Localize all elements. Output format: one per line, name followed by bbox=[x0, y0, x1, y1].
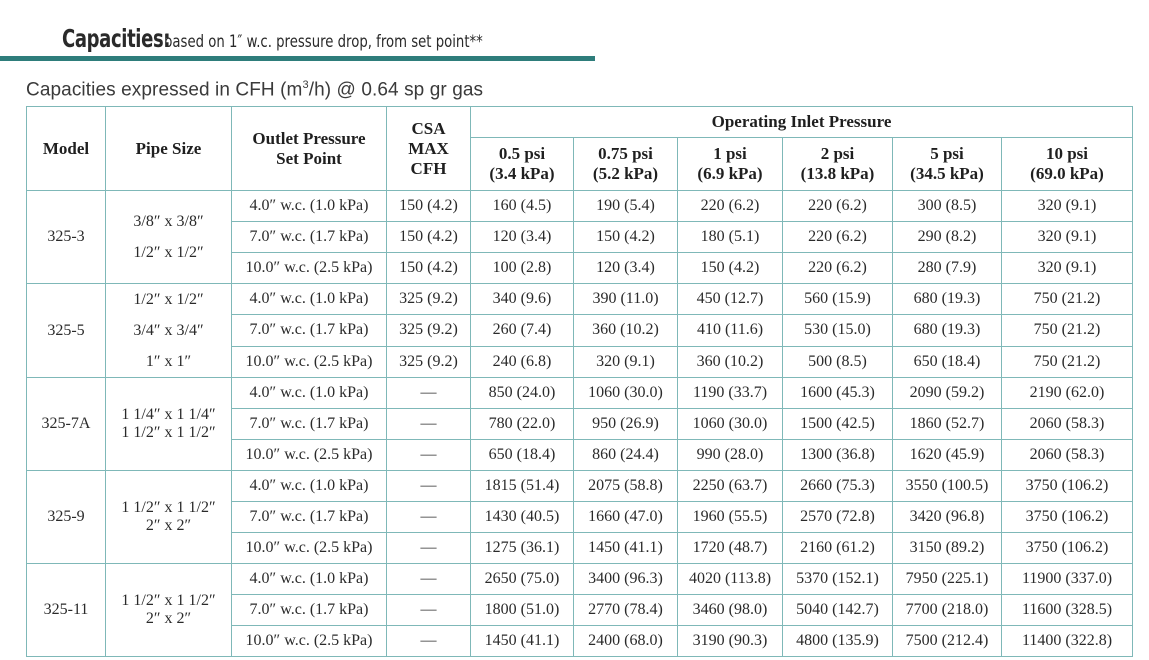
capacity-cell: 680 (19.3) bbox=[893, 315, 1002, 346]
pipe-size-cell bbox=[106, 471, 232, 564]
capacity-cell: 1500 (42.5) bbox=[783, 409, 893, 440]
capacity-cell: 3460 (98.0) bbox=[678, 595, 783, 626]
capacity-cell: 150 (4.2) bbox=[678, 253, 783, 284]
csa-max-cfh-cell: — bbox=[387, 378, 471, 409]
header-pressure-psi: 10 psi bbox=[1045, 144, 1089, 163]
capacity-cell: 11600 (328.5) bbox=[1002, 595, 1133, 626]
capacity-cell: 2060 (58.3) bbox=[1002, 440, 1133, 471]
capacity-cell: 860 (24.4) bbox=[574, 440, 678, 471]
capacity-cell: 1860 (52.7) bbox=[893, 409, 1002, 440]
set-point-cell: 10.0″ w.c. (2.5 kPa) bbox=[232, 346, 387, 377]
capacity-cell: 780 (22.0) bbox=[471, 409, 574, 440]
set-point-cell: 4.0″ w.c. (1.0 kPa) bbox=[232, 471, 387, 502]
pipe-size-value: 3/8″ x 3/8″ bbox=[133, 213, 204, 230]
header-pressure-kpa: (5.2 kPa) bbox=[592, 164, 659, 183]
capacity-cell: 650 (18.4) bbox=[893, 346, 1002, 377]
set-point-cell: 4.0″ w.c. (1.0 kPa) bbox=[232, 191, 387, 222]
header-csa-line3: CFH bbox=[410, 158, 447, 178]
capacity-cell: 2660 (75.3) bbox=[783, 471, 893, 502]
pipe-size-cell bbox=[106, 378, 232, 471]
capacity-cell: 220 (6.2) bbox=[678, 191, 783, 222]
pipe-size-value: 1″ x 1″ bbox=[145, 353, 192, 370]
capacity-cell: 1600 (45.3) bbox=[783, 378, 893, 409]
capacity-cell: 2400 (68.0) bbox=[574, 626, 678, 657]
csa-max-cfh-cell: — bbox=[387, 471, 471, 502]
capacity-cell: 2060 (58.3) bbox=[1002, 409, 1133, 440]
model-cell: 325-9 bbox=[27, 471, 106, 564]
capacity-cell: 3550 (100.5) bbox=[893, 471, 1002, 502]
capacity-cell: 2250 (63.7) bbox=[678, 471, 783, 502]
header-outlet-line1: Outlet Pressure bbox=[252, 128, 366, 148]
model-cell: 325-7A bbox=[27, 378, 106, 471]
pipe-size-value: 1 1/2″ x 1 1/2″ bbox=[121, 592, 216, 609]
page-heading bbox=[0, 22, 600, 62]
units-note-prefix: Capacities expressed in CFH (m bbox=[26, 79, 303, 101]
capacity-cell: 240 (6.8) bbox=[471, 346, 574, 377]
header-pressure-kpa: (34.5 kPa) bbox=[910, 164, 984, 183]
pipe-size-cell bbox=[106, 284, 232, 378]
capacity-cell: 4800 (135.9) bbox=[783, 626, 893, 657]
capacity-cell: 1450 (41.1) bbox=[574, 533, 678, 564]
capacity-cell: 7950 (225.1) bbox=[893, 564, 1002, 595]
capacity-cell: 160 (4.5) bbox=[471, 191, 574, 222]
capacity-cell: 990 (28.0) bbox=[678, 440, 783, 471]
pipe-size-value: 1 1/4″ x 1 1/4″ bbox=[121, 406, 216, 423]
pipe-size-value: 1/2″ x 1/2″ bbox=[133, 244, 204, 261]
capacity-cell: 220 (6.2) bbox=[783, 191, 893, 222]
pipe-size-value: 3/4″ x 3/4″ bbox=[133, 322, 204, 339]
table-row bbox=[27, 284, 1133, 315]
pipe-size-value: 1 1/2″ x 1 1/2″ bbox=[121, 499, 216, 516]
capacity-cell: 1450 (41.1) bbox=[471, 626, 574, 657]
capacity-cell: 3420 (96.8) bbox=[893, 502, 1002, 533]
capacity-cell: 1620 (45.9) bbox=[893, 440, 1002, 471]
pipe-size-value: 2″ x 2″ bbox=[145, 517, 192, 534]
table-row bbox=[27, 471, 1133, 502]
header-pressure-kpa: (6.9 kPa) bbox=[697, 164, 763, 183]
table-row bbox=[27, 191, 1133, 222]
capacity-cell: 1960 (55.5) bbox=[678, 502, 783, 533]
header-operating-inlet-pressure: Operating Inlet Pressure bbox=[471, 107, 1133, 138]
set-point-cell: 7.0″ w.c. (1.7 kPa) bbox=[232, 595, 387, 626]
set-point-cell: 7.0″ w.c. (1.7 kPa) bbox=[232, 502, 387, 533]
capacity-cell: 750 (21.2) bbox=[1002, 284, 1133, 315]
header-pipe-size: Pipe Size bbox=[106, 107, 232, 191]
header-pressure-kpa: (3.4 kPa) bbox=[489, 164, 555, 183]
header-csa-line2: MAX bbox=[408, 138, 449, 158]
table-row bbox=[27, 378, 1133, 409]
capacity-cell: 11400 (322.8) bbox=[1002, 626, 1133, 657]
set-point-cell: 4.0″ w.c. (1.0 kPa) bbox=[232, 564, 387, 595]
csa-max-cfh-cell: — bbox=[387, 502, 471, 533]
capacity-cell: 220 (6.2) bbox=[783, 253, 893, 284]
header-pressure-3 bbox=[783, 138, 893, 191]
set-point-cell: 7.0″ w.c. (1.7 kPa) bbox=[232, 315, 387, 346]
csa-max-cfh-cell: 150 (4.2) bbox=[387, 253, 471, 284]
capacity-cell: 260 (7.4) bbox=[471, 315, 574, 346]
capacity-cell: 2770 (78.4) bbox=[574, 595, 678, 626]
capacity-cell: 150 (4.2) bbox=[574, 222, 678, 253]
capacity-cell: 560 (15.9) bbox=[783, 284, 893, 315]
capacity-cell: 680 (19.3) bbox=[893, 284, 1002, 315]
capacity-cell: 1275 (36.1) bbox=[471, 533, 574, 564]
csa-max-cfh-cell: 325 (9.2) bbox=[387, 284, 471, 315]
csa-max-cfh-cell: 325 (9.2) bbox=[387, 315, 471, 346]
capacity-cell: 1815 (51.4) bbox=[471, 471, 574, 502]
model-cell: 325-5 bbox=[27, 284, 106, 378]
capacity-cell: 180 (5.1) bbox=[678, 222, 783, 253]
csa-max-cfh-cell: 325 (9.2) bbox=[387, 346, 471, 377]
capacity-cell: 220 (6.2) bbox=[783, 222, 893, 253]
capacity-cell: 2650 (75.0) bbox=[471, 564, 574, 595]
capacity-cell: 3400 (96.3) bbox=[574, 564, 678, 595]
capacity-cell: 7500 (212.4) bbox=[893, 626, 1002, 657]
capacity-cell: 3150 (89.2) bbox=[893, 533, 1002, 564]
capacity-cell: 360 (10.2) bbox=[574, 315, 678, 346]
page-title bbox=[62, 24, 573, 53]
capacity-cell: 4020 (113.8) bbox=[678, 564, 783, 595]
capacity-cell: 1720 (48.7) bbox=[678, 533, 783, 564]
capacity-cell: 2075 (58.8) bbox=[574, 471, 678, 502]
header-outlet-pressure bbox=[232, 107, 387, 191]
capacity-cell: 500 (8.5) bbox=[783, 346, 893, 377]
capacity-cell: 100 (2.8) bbox=[471, 253, 574, 284]
capacity-cell: 1060 (30.0) bbox=[574, 378, 678, 409]
set-point-cell: 10.0″ w.c. (2.5 kPa) bbox=[232, 533, 387, 564]
model-cell: 325-11 bbox=[27, 564, 106, 657]
units-note-superscript: 3 bbox=[302, 79, 309, 91]
pipe-size-value: 1/2″ x 1/2″ bbox=[133, 291, 204, 308]
pipe-size-value: 2″ x 2″ bbox=[145, 610, 192, 627]
capacity-cell: 290 (8.2) bbox=[893, 222, 1002, 253]
csa-max-cfh-cell: 150 (4.2) bbox=[387, 222, 471, 253]
header-outlet-line2: Set Point bbox=[276, 148, 342, 168]
model-cell: 325-3 bbox=[27, 191, 106, 284]
table-body bbox=[27, 191, 1133, 657]
capacity-cell: 950 (26.9) bbox=[574, 409, 678, 440]
capacity-cell: 410 (11.6) bbox=[678, 315, 783, 346]
capacity-cell: 530 (15.0) bbox=[783, 315, 893, 346]
capacity-cell: 280 (7.9) bbox=[893, 253, 1002, 284]
pipe-size-cell bbox=[106, 564, 232, 657]
capacity-cell: 1800 (51.0) bbox=[471, 595, 574, 626]
csa-max-cfh-cell: — bbox=[387, 595, 471, 626]
set-point-cell: 10.0″ w.c. (2.5 kPa) bbox=[232, 440, 387, 471]
capacity-cell: 11900 (337.0) bbox=[1002, 564, 1133, 595]
csa-max-cfh-cell: — bbox=[387, 564, 471, 595]
header-csa-max-cfh bbox=[387, 107, 471, 191]
capacities-table bbox=[26, 106, 1133, 657]
capacity-units-note bbox=[26, 79, 483, 101]
pipe-size-value: 1 1/2″ x 1 1/2″ bbox=[121, 424, 216, 441]
capacity-cell: 300 (8.5) bbox=[893, 191, 1002, 222]
header-pressure-psi: 5 psi bbox=[930, 144, 964, 163]
header-pressure-0 bbox=[471, 138, 574, 191]
header-pressure-psi: 0.5 psi bbox=[498, 144, 546, 163]
units-note-suffix: /h) @ 0.64 sp gr gas bbox=[308, 79, 484, 101]
capacity-cell: 3750 (106.2) bbox=[1002, 471, 1133, 502]
capacity-cell: 120 (3.4) bbox=[574, 253, 678, 284]
header-pressure-psi: 1 psi bbox=[713, 144, 747, 163]
capacity-cell: 2190 (62.0) bbox=[1002, 378, 1133, 409]
title-main: Capacities: bbox=[62, 24, 171, 53]
capacity-cell: 5370 (152.1) bbox=[783, 564, 893, 595]
header-pressure-1 bbox=[574, 138, 678, 191]
capacity-cell: 320 (9.1) bbox=[1002, 191, 1133, 222]
capacity-cell: 650 (18.4) bbox=[471, 440, 574, 471]
csa-max-cfh-cell: — bbox=[387, 440, 471, 471]
header-pressure-kpa: (69.0 kPa) bbox=[1030, 164, 1104, 183]
capacity-cell: 3190 (90.3) bbox=[678, 626, 783, 657]
table-row bbox=[27, 564, 1133, 595]
header-pressure-psi: 2 psi bbox=[820, 144, 855, 163]
capacity-cell: 120 (3.4) bbox=[471, 222, 574, 253]
capacity-cell: 1190 (33.7) bbox=[678, 378, 783, 409]
capacity-cell: 2570 (72.8) bbox=[783, 502, 893, 533]
title-sub: based on 1″ w.c. pressure drop, from set point** bbox=[164, 32, 484, 52]
header-csa-line1: CSA bbox=[411, 118, 446, 138]
set-point-cell: 7.0″ w.c. (1.7 kPa) bbox=[232, 409, 387, 440]
capacity-cell: 5040 (142.7) bbox=[783, 595, 893, 626]
csa-max-cfh-cell: 150 (4.2) bbox=[387, 191, 471, 222]
capacity-cell: 1660 (47.0) bbox=[574, 502, 678, 533]
capacity-cell: 1300 (36.8) bbox=[783, 440, 893, 471]
capacity-cell: 3750 (106.2) bbox=[1002, 502, 1133, 533]
capacity-cell: 750 (21.2) bbox=[1002, 346, 1133, 377]
set-point-cell: 7.0″ w.c. (1.7 kPa) bbox=[232, 222, 387, 253]
pipe-size-cell bbox=[106, 191, 232, 284]
capacity-cell: 850 (24.0) bbox=[471, 378, 574, 409]
capacity-cell: 3750 (106.2) bbox=[1002, 533, 1133, 564]
csa-max-cfh-cell: — bbox=[387, 533, 471, 564]
capacity-cell: 340 (9.6) bbox=[471, 284, 574, 315]
header-pressure-5 bbox=[1002, 138, 1133, 191]
capacity-cell: 7700 (218.0) bbox=[893, 595, 1002, 626]
capacity-cell: 360 (10.2) bbox=[678, 346, 783, 377]
header-pressure-psi: 0.75 psi bbox=[598, 144, 653, 163]
capacity-cell: 1430 (40.5) bbox=[471, 502, 574, 533]
set-point-cell: 10.0″ w.c. (2.5 kPa) bbox=[232, 253, 387, 284]
capacity-cell: 390 (11.0) bbox=[574, 284, 678, 315]
header-pressure-kpa: (13.8 kPa) bbox=[800, 164, 875, 183]
capacity-cell: 2090 (59.2) bbox=[893, 378, 1002, 409]
capacity-cell: 2160 (61.2) bbox=[783, 533, 893, 564]
header-model: Model bbox=[27, 107, 106, 191]
csa-max-cfh-cell: — bbox=[387, 409, 471, 440]
set-point-cell: 4.0″ w.c. (1.0 kPa) bbox=[232, 284, 387, 315]
capacity-cell: 190 (5.4) bbox=[574, 191, 678, 222]
capacity-cell: 450 (12.7) bbox=[678, 284, 783, 315]
set-point-cell: 10.0″ w.c. (2.5 kPa) bbox=[232, 626, 387, 657]
capacity-cell: 320 (9.1) bbox=[574, 346, 678, 377]
capacity-cell: 1060 (30.0) bbox=[678, 409, 783, 440]
capacity-cell: 750 (21.2) bbox=[1002, 315, 1133, 346]
capacity-cell: 320 (9.1) bbox=[1002, 253, 1133, 284]
header-pressure-4 bbox=[893, 138, 1002, 191]
csa-max-cfh-cell: — bbox=[387, 626, 471, 657]
set-point-cell: 4.0″ w.c. (1.0 kPa) bbox=[232, 378, 387, 409]
title-underline bbox=[0, 56, 595, 61]
header-pressure-2 bbox=[678, 138, 783, 191]
capacity-cell: 320 (9.1) bbox=[1002, 222, 1133, 253]
